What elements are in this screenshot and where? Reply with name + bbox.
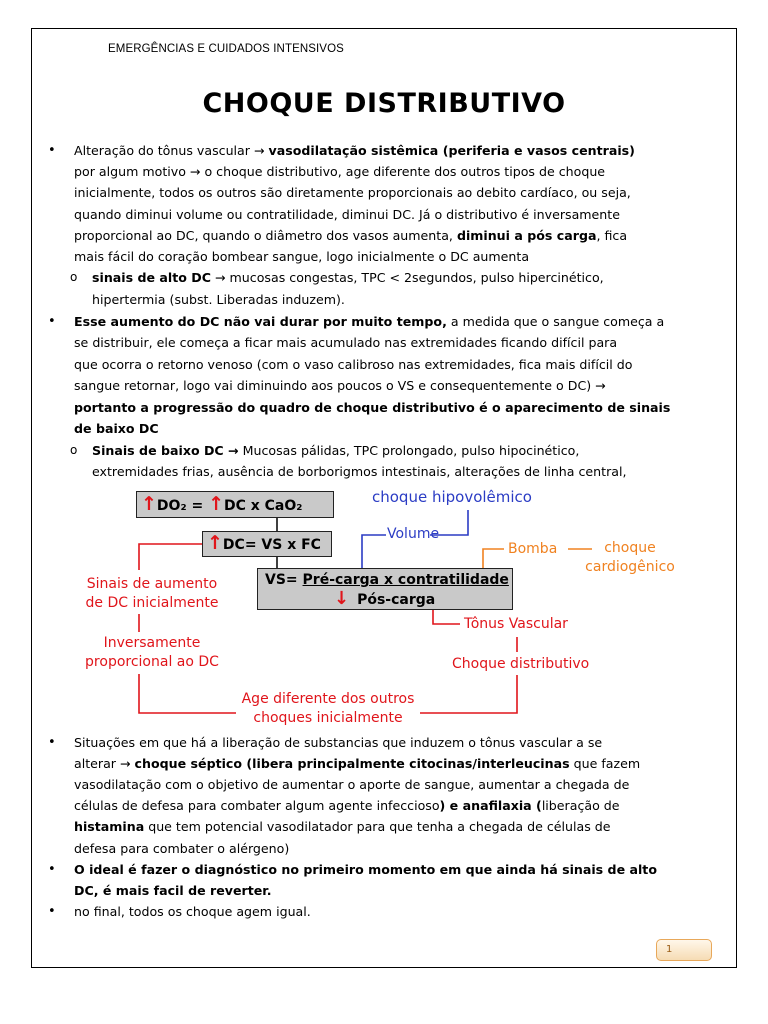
label-choque-distributivo: Choque distributivo <box>452 656 590 672</box>
arrow-up-icon: ↑ <box>207 532 223 554</box>
p2-line4: sangue retornar, logo vai diminuindo aos poucos o VS e consequentemente o DC) → <box>74 378 606 393</box>
p3-line1: Situações em que há a liberação de substancias que induzem o tônus vascular a se <box>74 735 603 750</box>
bullet-marker: • <box>48 314 56 329</box>
p1-line6: mais fácil do coração bombear sangue, logo inicialmente o DC aumenta <box>74 249 530 264</box>
bullet-marker: • <box>48 735 56 750</box>
p1-line5: proporcional ao DC, quando o diâmetro dos vasos aumenta, diminui a pós carga, fica <box>74 228 628 243</box>
p3-line3: vasodilatação com o objetivo de aumentar o aporte de sangue, aumentar a chegada de <box>74 777 630 792</box>
s2-line1: Sinais de baixo DC → Mucosas pálidas, TPC prolongado, pulso hipocinético, <box>92 443 580 458</box>
box-vs: VS= Pré-carga x contratilidade ↓ Pós-carga <box>257 568 513 610</box>
box-do2: ↑DO₂ = ↑DC x CaO₂ <box>136 491 334 518</box>
p3-line4: células de defesa para combater algum agente infeccioso) e anafilaxia (liberação de <box>74 798 620 813</box>
p4-line2: DC, é mais facil de reverter. <box>74 883 272 898</box>
page-number: 1 <box>656 939 712 961</box>
p1-line1: Alteração do tônus vascular → vasodilatação sistêmica (periferia e vasos centrais) <box>74 143 635 158</box>
p5-line1: no final, todos os choque agem igual. <box>74 904 311 919</box>
page-header: EMERGÊNCIAS E CUIDADOS INTENSIVOS <box>108 43 344 55</box>
label-volume: Volume <box>387 526 440 542</box>
p3-line2: alterar → choque séptico (libera principalmente citocinas/interleucinas que fazem <box>74 756 641 771</box>
p2-line2: se distribuir, ele começa a ficar mais acumulado nas extremidades ficando difícil para <box>74 335 618 350</box>
s1-line1: sinais de alto DC → mucosas congestas, TPC < 2segundos, pulso hipercinético, <box>92 270 604 285</box>
p2-line3: que ocorra o retorno venoso (com o vaso calibroso nas extremidades, fica mais difícil do <box>74 357 633 372</box>
p1-line4: quando diminui volume ou contratilidade, diminui DC. Já o distributivo é inversamente <box>74 207 620 222</box>
bullet-marker: • <box>48 862 56 877</box>
label-choque-hipovolemico: choque hipovolêmico <box>372 488 532 506</box>
s2-line2: extremidades frias, ausência de borborigmos intestinais, alterações de linha central, <box>92 464 627 479</box>
s1-line2: hipertermia (subst. Liberadas induzem). <box>92 292 345 307</box>
p1-line2: por algum motivo → o choque distributivo, age diferente dos outros tipos de choque <box>74 164 606 179</box>
label-tonus-vascular: Tônus Vascular <box>464 616 568 632</box>
arrow-up-icon: ↑ <box>141 493 157 515</box>
label-inversamente-proporcional: Inversamente proporcional ao DC <box>85 635 219 670</box>
arrow-down-icon: ↓ <box>334 588 350 609</box>
page-title: CHOQUE DISTRIBUTIVO <box>202 88 566 119</box>
sub-bullet-marker: o <box>70 270 78 284</box>
box-dc: ↑DC= VS x FC <box>202 531 332 557</box>
p2-line6: de baixo DC <box>74 421 159 436</box>
p3-line6: defesa para combater o alérgeno) <box>74 841 290 856</box>
sub-bullet-marker: o <box>70 443 78 457</box>
arrow-up-icon: ↑ <box>208 493 224 515</box>
label-sinais-aumento: Sinais de aumento de DC inicialmente <box>85 576 219 611</box>
label-bomba: Bomba <box>508 541 558 557</box>
bullet-marker: • <box>48 143 56 158</box>
label-choque-cardiogenico: choque cardiogênico <box>585 540 675 575</box>
p3-line5: histamina que tem potencial vasodilatador para que tenha a chegada de células de <box>74 819 611 834</box>
p2-line1: Esse aumento do DC não vai durar por muito tempo, a medida que o sangue começa a <box>74 314 665 329</box>
bullet-marker: • <box>48 904 56 919</box>
label-age-diferente: Age diferente dos outros choques inicialmente <box>241 691 415 726</box>
p2-line5: portanto a progressão do quadro de choque distributivo é o aparecimento de sinais <box>74 400 671 415</box>
p1-line3: inicialmente, todos os outros são diretamente proporcionais ao debito cardíaco, ou seja, <box>74 185 631 200</box>
p4-line1: O ideal é fazer o diagnóstico no primeiro momento em que ainda há sinais de alto <box>74 862 657 877</box>
